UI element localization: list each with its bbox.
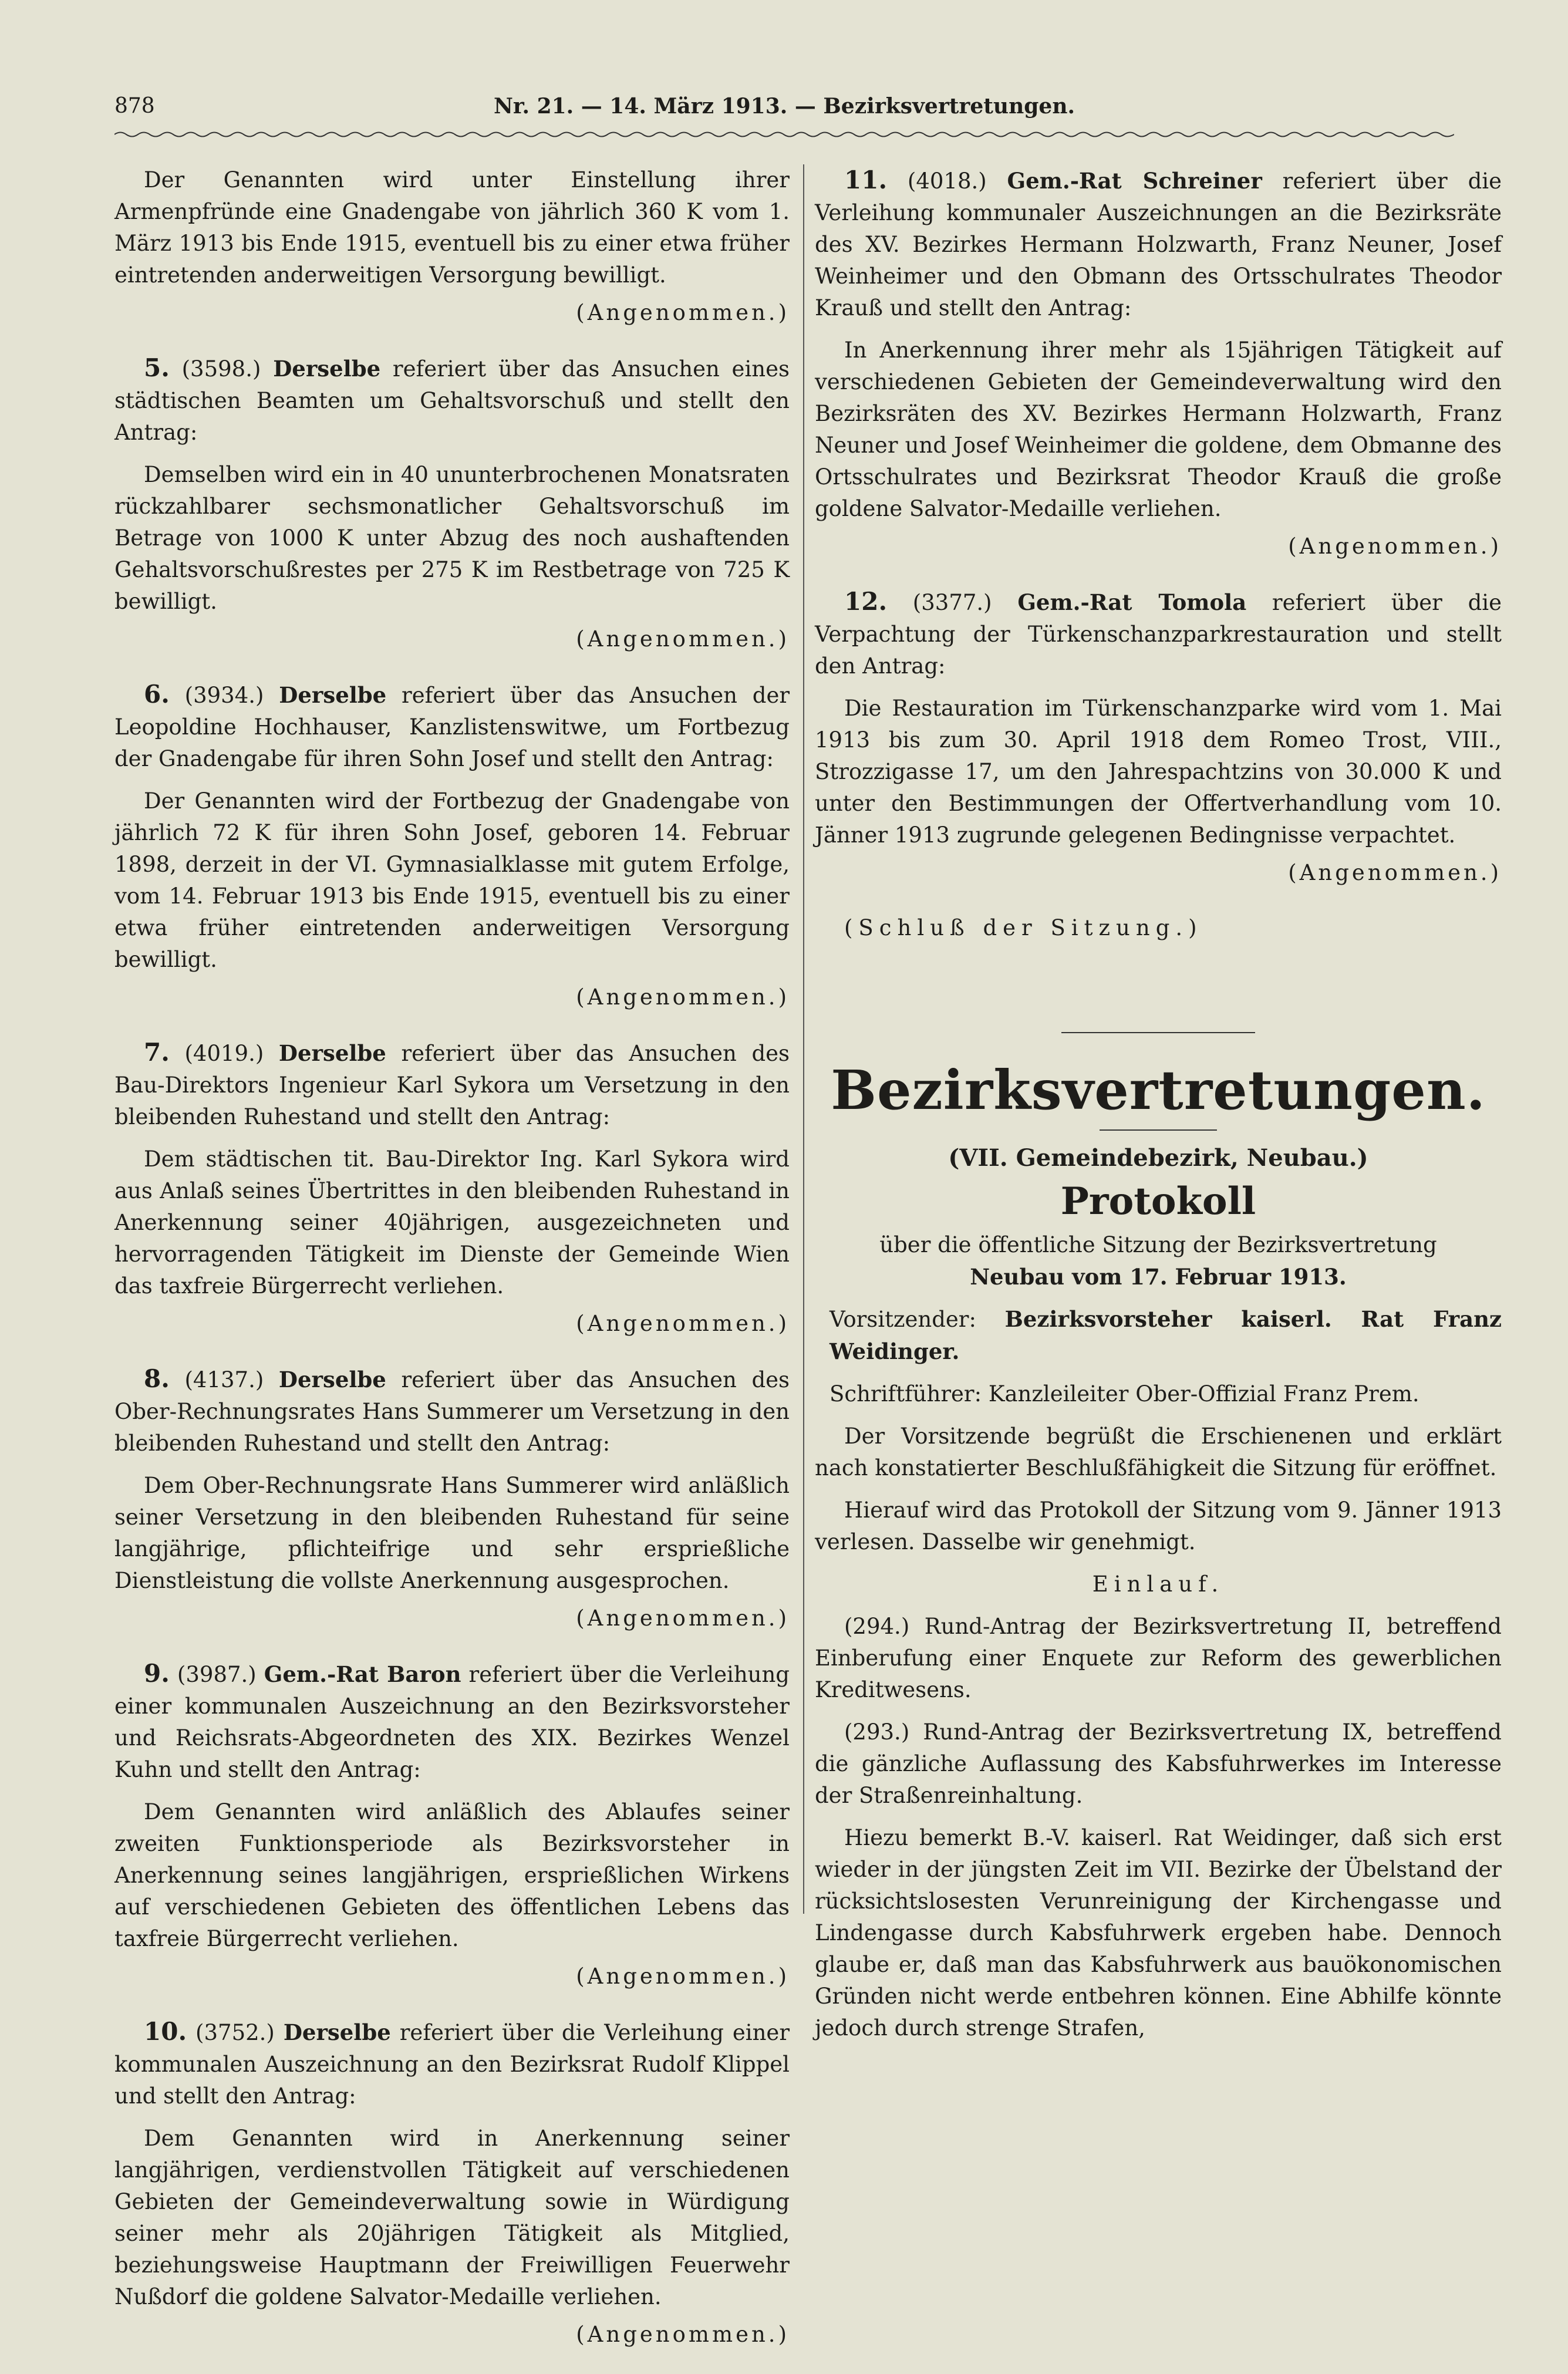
column-divider (803, 164, 804, 1914)
agenda-item-12 (815, 586, 1502, 889)
item-subject: referiert über die Verpachtung der Türkenschanzparkrestauration und stellt den Antrag: (815, 590, 1502, 679)
item-ref: (4137.) (184, 1367, 264, 1392)
running-title: Nr. 21. — 14. März 1913. — Bezirksvertretungen. (493, 94, 1075, 119)
agenda-item-10 (114, 2016, 790, 2351)
status-accepted: (Angenommen.) (576, 1964, 790, 1989)
item-number: 10. (144, 2017, 187, 2046)
einlauf-heading: Einlauf. (1092, 1572, 1225, 1597)
item-speaker: Derselbe (279, 682, 387, 708)
item-number: 11. (844, 166, 888, 194)
item-ref: (3987.) (177, 1662, 257, 1687)
chair-line (829, 1303, 1502, 1368)
protocol-subtitle-1: über die öffentliche Sitzung der Bezirksvertretung (879, 1232, 1437, 1257)
secretary-name: Kanzleileiter Ober-Offizial Franz Prem. (988, 1381, 1419, 1407)
item-speaker: Gem.-Rat Schreiner (1007, 168, 1262, 194)
item-number: 7. (144, 1038, 170, 1067)
item-ref: (3752.) (195, 2020, 275, 2045)
item-motion: Dem Genannten wird in Anerkennung seiner langjährigen, verdienstvollen Tätigkeit auf verschiedenen Gebieten der Gemeindeverwaltung sowie in Würdigung seiner mehr als 20jährigen Tätigkeit als Mitglied, beziehungsweise Hauptmann der Freiwilligen Feuerwehr Nußdorf die goldene Salvator-Medaille verliehen. (114, 2126, 790, 2309)
item-number: 5. (144, 353, 170, 382)
secretary-label: Schriftführer: (829, 1381, 982, 1407)
section-separator (1061, 1032, 1255, 1033)
einlauf-item-293: (293.) Rund-Antrag der Bezirksvertretung IX, betreffend die gänzliche Auflassung des Kabsfuhrwerkes im Interesse der Straßenreinhaltung. (815, 1719, 1502, 1808)
item-motion: Dem Genannten wird anläßlich des Ablaufes seiner zweiten Funktionsperiode als Bezirksvorsteher in Anerkennung seines langjährigen, ersprießlichen Wirkens auf verschiedenen Gebieten des öffentlichen Lebens das taxfreie Bürgerrecht verliehen. (114, 1799, 790, 1951)
item-speaker: Derselbe (278, 1040, 386, 1066)
page-number: 878 (114, 94, 155, 118)
district-subtitle: (VII. Gemeindebezirk, Neubau.) (948, 1144, 1368, 1172)
agenda-item-8 (114, 1363, 790, 1634)
item-subject: referiert über das Ansuchen eines städtischen Beamten um Gehaltsvorschuß und stellt den Antrag: (114, 356, 790, 445)
secretary-line (829, 1378, 1502, 1410)
item-speaker: Derselbe (273, 356, 381, 382)
opening-paragraph: Der Vorsitzende begrüßt die Erschienenen und erklärt nach konstatierter Beschlußfähigkeit die Sitzung für eröffnet. (815, 1424, 1502, 1481)
agenda-item-6 (114, 679, 790, 1013)
status-accepted: (Angenommen.) (576, 300, 790, 325)
protocol-title: Protokoll (1060, 1179, 1256, 1223)
agenda-item-5 (114, 352, 790, 655)
item-subject: referiert über das Ansuchen der Leopoldine Hochhauser, Kanzlistenswitwe, um Fortbezug der Gnadengabe für ihren Sohn Josef und stellt den Antrag: (114, 683, 790, 771)
page-header (114, 94, 1454, 129)
status-accepted: (Angenommen.) (576, 2322, 790, 2347)
status-accepted: (Angenommen.) (576, 626, 790, 652)
status-accepted: (Angenommen.) (1288, 860, 1502, 885)
item-ref: (3934.) (184, 683, 264, 708)
status-accepted: (Angenommen.) (1288, 534, 1502, 559)
left-column (114, 164, 790, 2374)
item-motion: Dem städtischen tit. Bau-Direktor Ing. Karl Sykora wird aus Anlaß seines Übertrittes in den bleibenden Ruhestand in Anerkennung seiner 40jährigen, ausgezeichneten und hervorragenden Tätigkeit im Dienste der Gemeinde Wien das taxfreie Bürgerrecht verliehen. (114, 1146, 790, 1299)
remark-paragraph: Hiezu bemerkt B.-V. kaiserl. Rat Weidinger, daß sich erst wieder in der jüngsten Zeit im VII. Bezirke der Übelstand der rücksichtslosesten Verunreinigung der Kirchengasse und Lindengasse durch Kabsfuhrwerk ergeben habe. Dennoch glaube er, daß man das Kabsfuhrwerk aus bauökonomischen Gründen nicht werde entbehren können. Eine Abhilfe könnte jedoch durch strenge Strafen, (815, 1825, 1502, 2041)
item-subject: referiert über die Verleihung kommunaler Auszeichnungen an die Bezirksräte des XV. Bezirkes Hermann Holzwarth, Franz Neuner, Josef Weinheimer und den Obmann des Ortsschulrates Theodor Krauß und stellt den Antrag: (815, 168, 1502, 321)
item-motion: Die Restauration im Türkenschanzparke wird vom 1. Mai 1913 bis zum 30. April 1918 dem Romeo Trost, VIII., Strozzigasse 17, um den Jahrespachtzins von 30.000 K und unter den Bestimmungen der Offertverhandlung vom 10. Jänner 1913 zugrunde gelegenen Bedingnisse verpachtet. (815, 696, 1502, 848)
item-motion: Der Genannten wird der Fortbezug der Gnadengabe von jährlich 72 K für ihren Sohn Josef, geboren 14. Februar 1898, derzeit in der VI. Gymnasialklasse mit gutem Erfolge, vom 14. Februar 1913 bis Ende 1915, eventuell bis zu einer etwa früher eintretenden anderweitigen Versorgung bewilligt. (114, 788, 790, 972)
status-accepted: (Angenommen.) (576, 1606, 790, 1631)
item-speaker: Derselbe (283, 2019, 391, 2045)
item-subject: referiert über das Ansuchen des Ober-Rechnungsrates Hans Summerer um Versetzung in den bleibenden Ruhestand und stellt den Antrag: (114, 1367, 790, 1456)
section-title: Bezirksvertretungen. (831, 1058, 1486, 1122)
item-number: 6. (144, 680, 170, 709)
item-ref: (4019.) (184, 1041, 264, 1066)
chair-label: Vorsitzender: (829, 1307, 976, 1332)
intro-paragraph: Der Genannten wird unter Einstellung ihrer Armenpfründe eine Gnadengabe von jährlich 360 K vom 1. März 1913 bis Ende 1915, eventuell bis zu einer etwa früher eintretenden anderweitigen Versorgung bewilligt. (114, 167, 790, 288)
item-ref: (3377.) (912, 590, 992, 615)
session-closing: (Schluß der Sitzung.) (844, 915, 1203, 940)
item-number: 8. (144, 1364, 170, 1393)
item-subject: referiert über die Verleihung einer kommunalen Auszeichnung an den Bezirksvorsteher und Reichsrats-Abgeordneten des XIX. Bezirkes Wenzel Kuhn und stellt den Antrag: (114, 1662, 790, 1782)
agenda-item-11 (815, 164, 1502, 562)
item-number: 12. (844, 587, 888, 616)
agenda-item-7 (114, 1037, 790, 1340)
item-speaker: Gem.-Rat Baron (264, 1661, 461, 1687)
item-motion: Dem Ober-Rechnungsrate Hans Summerer wird anläßlich seiner Versetzung in den bleibenden Ruhestand für seine langjährige, pflichteifrige und sehr ersprießliche Dienstleistung die vollste Anerkennung ausgesprochen. (114, 1473, 790, 1593)
status-accepted: (Angenommen.) (576, 1311, 790, 1336)
status-accepted: (Angenommen.) (576, 984, 790, 1010)
item-speaker: Derselbe (278, 1367, 386, 1392)
item-motion: Demselben wird ein in 40 ununterbrochenen Monatsraten rückzahlbarer sechsmonatlicher Gehaltsvorschuß im Betrage von 1000 K unter Abzug des noch aushaftenden Gehaltsvorschußrestes per 275 K im Restbetrage von 725 K bewilligt. (114, 462, 790, 614)
header-wavy-rule (114, 130, 1454, 139)
chair-name: Bezirksvorsteher kaiserl. Rat Franz Weidinger. (829, 1306, 1502, 1364)
item-ref: (3598.) (181, 356, 261, 382)
right-column (815, 164, 1502, 2055)
agenda-item-9 (114, 1658, 790, 1992)
einlauf-item-294: (294.) Rund-Antrag der Bezirksvertretung II, betreffend Einberufung einer Enquete zur Reform des gewerblichen Kreditwesens. (815, 1614, 1502, 1702)
item-ref: (4018.) (907, 168, 987, 194)
item-motion: In Anerkennung ihrer mehr als 15jährigen Tätigkeit auf verschiedenen Gebieten der Gemeindeverwaltung wird den Bezirksräten des XV. Bezirkes Hermann Holzwarth, Franz Neuner und Josef Weinheimer die goldene, dem Obmanne des Ortsschulrates und Bezirksrat Theodor Krauß die große goldene Salvator-Medaille verliehen. (815, 338, 1502, 521)
item-speaker: Gem.-Rat Tomola (1017, 589, 1247, 615)
protocol-subtitle-2: Neubau vom 17. Februar 1913. (970, 1264, 1347, 1290)
item-subject: referiert über das Ansuchen des Bau-Direktors Ingenieur Karl Sykora um Versetzung in den bleibenden Ruhestand und stellt den Antrag: (114, 1041, 790, 1129)
minutes-paragraph: Hierauf wird das Protokoll der Sitzung vom 9. Jänner 1913 verlesen. Dasselbe wir genehmigt. (815, 1498, 1502, 1554)
item-number: 9. (144, 1659, 170, 1688)
title-rule (1100, 1129, 1217, 1131)
item-subject: referiert über die Verleihung einer kommunalen Auszeichnung an den Bezirksrat Rudolf Klippel und stellt den Antrag: (114, 2020, 790, 2109)
